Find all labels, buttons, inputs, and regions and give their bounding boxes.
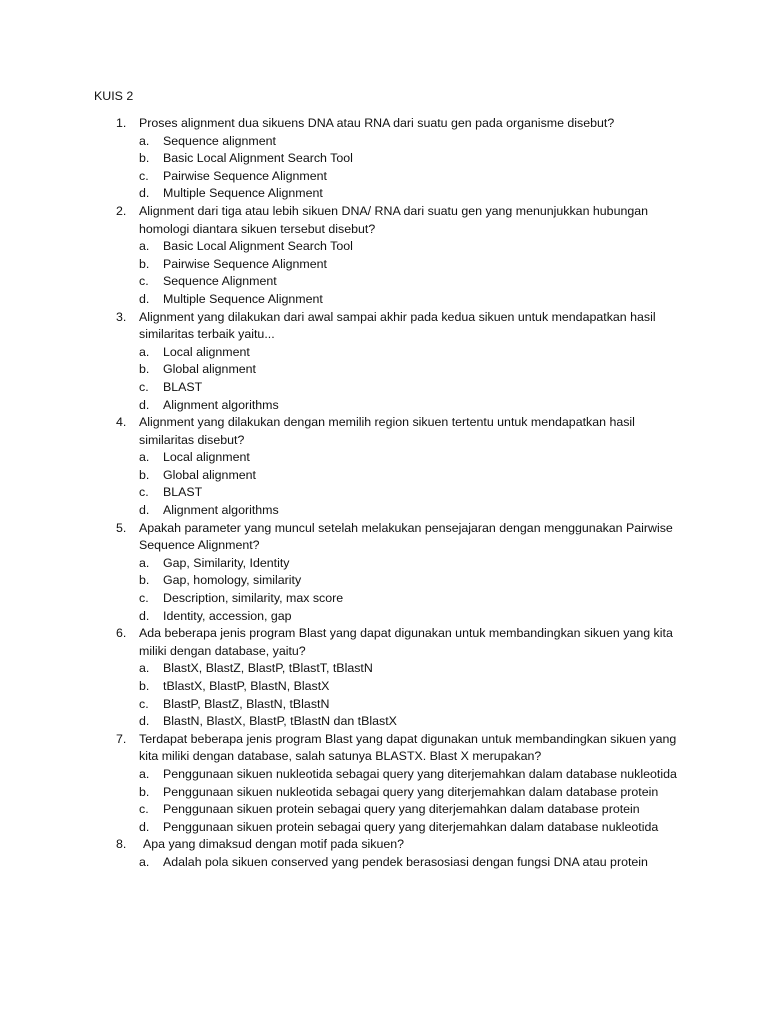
question-number: 1. [116, 116, 127, 130]
option-letter: d. [139, 397, 150, 412]
option-list [0, 555, 768, 625]
question-item [0, 203, 768, 309]
option-letter: b. [139, 573, 150, 588]
option-text: Penggunaan sikuen protein sebagai query yang diterjemahkan dalam database protein [163, 802, 640, 817]
answer-option [0, 273, 768, 291]
answer-option [0, 766, 768, 784]
answer-option [0, 397, 768, 415]
option-letter: c. [139, 696, 149, 711]
question-item [0, 115, 768, 203]
option-text: Basic Local Alignment Search Tool [163, 151, 353, 166]
question-item [0, 625, 768, 731]
question-number: 2. [116, 203, 127, 218]
option-list [0, 449, 768, 519]
answer-option [0, 819, 768, 837]
option-text: Penggunaan sikuen nukleotida sebagai query yang diterjemahkan dalam database nukleotida [163, 766, 677, 781]
question-text: Alignment yang dilakukan dari awal sampai akhir pada kedua sikuen untuk mendapatkan hasil similaritas terbaik yaitu... [139, 309, 656, 342]
answer-option [0, 185, 768, 203]
question-text: Proses alignment dua sikuens DNA atau RNA dari suatu gen pada organisme disebut? [139, 116, 615, 130]
option-text: Description, similarity, max score [163, 591, 344, 606]
option-list [0, 660, 768, 730]
question-text: Alignment yang dilakukan dengan memilih region sikuen tertentu untuk mendapatkan hasil similaritas disebut? [139, 415, 635, 447]
question-text: Alignment dari tiga atau lebih sikuen DNA/ RNA dari suatu gen yang menunjukkan hubungan homologi diantara sikuen tersebut disebut? [139, 203, 649, 236]
option-letter: d. [139, 503, 150, 518]
answer-option [0, 291, 768, 309]
option-text: Pairwise Sequence Alignment [163, 168, 327, 183]
option-letter: c. [139, 274, 149, 289]
option-letter: b. [139, 151, 150, 166]
question-list [0, 115, 768, 872]
question-item [0, 414, 768, 520]
answer-option [0, 133, 768, 151]
answer-option [0, 467, 768, 485]
answer-option [0, 784, 768, 802]
option-list [0, 854, 768, 872]
option-letter: b. [139, 679, 150, 693]
option-text: BLAST [163, 485, 203, 500]
answer-option [0, 555, 768, 573]
answer-option [0, 484, 768, 502]
option-text: Global alignment [163, 467, 256, 482]
question-number: 4. [116, 415, 127, 430]
option-text: Gap, homology, similarity [163, 573, 302, 588]
answer-option [0, 150, 768, 168]
answer-option [0, 801, 768, 819]
option-text: BlastN, BlastX, BlastP, tBlastN dan tBlastX [163, 714, 397, 729]
option-text: Identity, accession, gap [163, 608, 292, 623]
option-letter: b. [139, 784, 150, 799]
option-text: Multiple Sequence Alignment [163, 291, 323, 306]
option-letter: b. [139, 467, 150, 482]
option-text: Local alignment [163, 344, 250, 359]
option-letter: c. [139, 379, 149, 394]
option-letter: c. [139, 485, 149, 500]
option-letter: d. [139, 186, 150, 201]
option-letter: c. [139, 802, 149, 817]
option-text: Multiple Sequence Alignment [163, 186, 323, 201]
option-letter: a. [139, 854, 150, 869]
option-letter: a. [139, 344, 150, 359]
option-letter: b. [139, 362, 150, 377]
option-letter: a. [139, 239, 150, 254]
answer-option [0, 660, 768, 678]
option-letter: a. [139, 450, 150, 465]
answer-option [0, 361, 768, 379]
answer-option [0, 572, 768, 590]
option-text: Pairwise Sequence Alignment [163, 256, 327, 271]
option-list [0, 238, 768, 308]
question-number: 5. [116, 520, 127, 535]
option-text: Adalah pola sikuen conserved yang pendek berasosiasi dengan fungsi DNA atau protein [163, 854, 648, 869]
option-text: Penggunaan sikuen protein sebagai query yang diterjemahkan dalam database nukleotida [163, 819, 659, 834]
option-text: BlastP, BlastZ, BlastN, tBlastN [163, 696, 330, 711]
answer-option [0, 696, 768, 714]
question-number: 3. [116, 309, 127, 324]
option-letter: c. [139, 591, 149, 606]
answer-option [0, 590, 768, 608]
option-list [0, 766, 768, 836]
option-letter: b. [139, 256, 150, 271]
option-list [0, 133, 768, 203]
option-letter: a. [139, 766, 150, 781]
answer-option [0, 854, 768, 872]
answer-option [0, 713, 768, 731]
question-number: 6. [116, 626, 127, 641]
option-text: BlastX, BlastZ, BlastP, tBlastT, tBlastN [163, 661, 373, 676]
option-text: Alignment algorithms [163, 503, 279, 518]
question-text: Ada beberapa jenis program Blast yang dapat digunakan untuk membandingkan sikuen yang kita miliki dengan database, yaitu? [139, 626, 673, 658]
answer-option [0, 449, 768, 467]
answer-option [0, 256, 768, 274]
answer-option [0, 502, 768, 520]
option-letter: d. [139, 819, 150, 834]
question-text: Apa yang dimaksud dengan motif pada sikuen? [143, 837, 405, 852]
question-item [0, 731, 768, 837]
option-text: Sequence alignment [163, 133, 276, 148]
question-number: 8. [116, 837, 127, 852]
answer-option [0, 608, 768, 626]
question-item [0, 309, 768, 415]
question-number: 7. [116, 731, 127, 746]
answer-option [0, 344, 768, 362]
answer-option [0, 678, 768, 696]
option-text: Local alignment [163, 450, 250, 465]
option-text: Global alignment [163, 362, 256, 377]
option-text: Gap, Similarity, Identity [163, 555, 290, 570]
question-item [0, 836, 768, 871]
option-list [0, 344, 768, 414]
option-text: Basic Local Alignment Search Tool [163, 239, 353, 254]
option-text: Alignment algorithms [163, 397, 279, 412]
option-letter: a. [139, 661, 150, 676]
answer-option [0, 238, 768, 256]
option-letter: a. [139, 555, 150, 570]
question-item [0, 520, 768, 626]
question-text: Terdapat beberapa jenis program Blast yang dapat digunakan untuk membandingkan sikuen yang kita miliki dengan database, salah satunya BLASTX. Blast X merupakan? [139, 731, 677, 764]
question-text: Apakah parameter yang muncul setelah melakukan pensejajaran dengan menggunakan Pairwise Sequence Alignment? [139, 520, 673, 553]
option-text: BLAST [163, 379, 203, 394]
option-letter: d. [139, 291, 150, 306]
option-letter: d. [139, 608, 150, 623]
option-text: Penggunaan sikuen nukleotida sebagai query yang diterjemahkan dalam database protein [163, 784, 659, 799]
option-letter: d. [139, 714, 150, 729]
answer-option [0, 168, 768, 186]
quiz-title: KUIS 2 [94, 89, 134, 103]
answer-option [0, 379, 768, 397]
option-text: Sequence Alignment [163, 274, 277, 289]
option-letter: c. [139, 168, 149, 183]
option-text: tBlastX, BlastP, BlastN, BlastX [163, 679, 330, 693]
option-letter: a. [139, 133, 150, 148]
